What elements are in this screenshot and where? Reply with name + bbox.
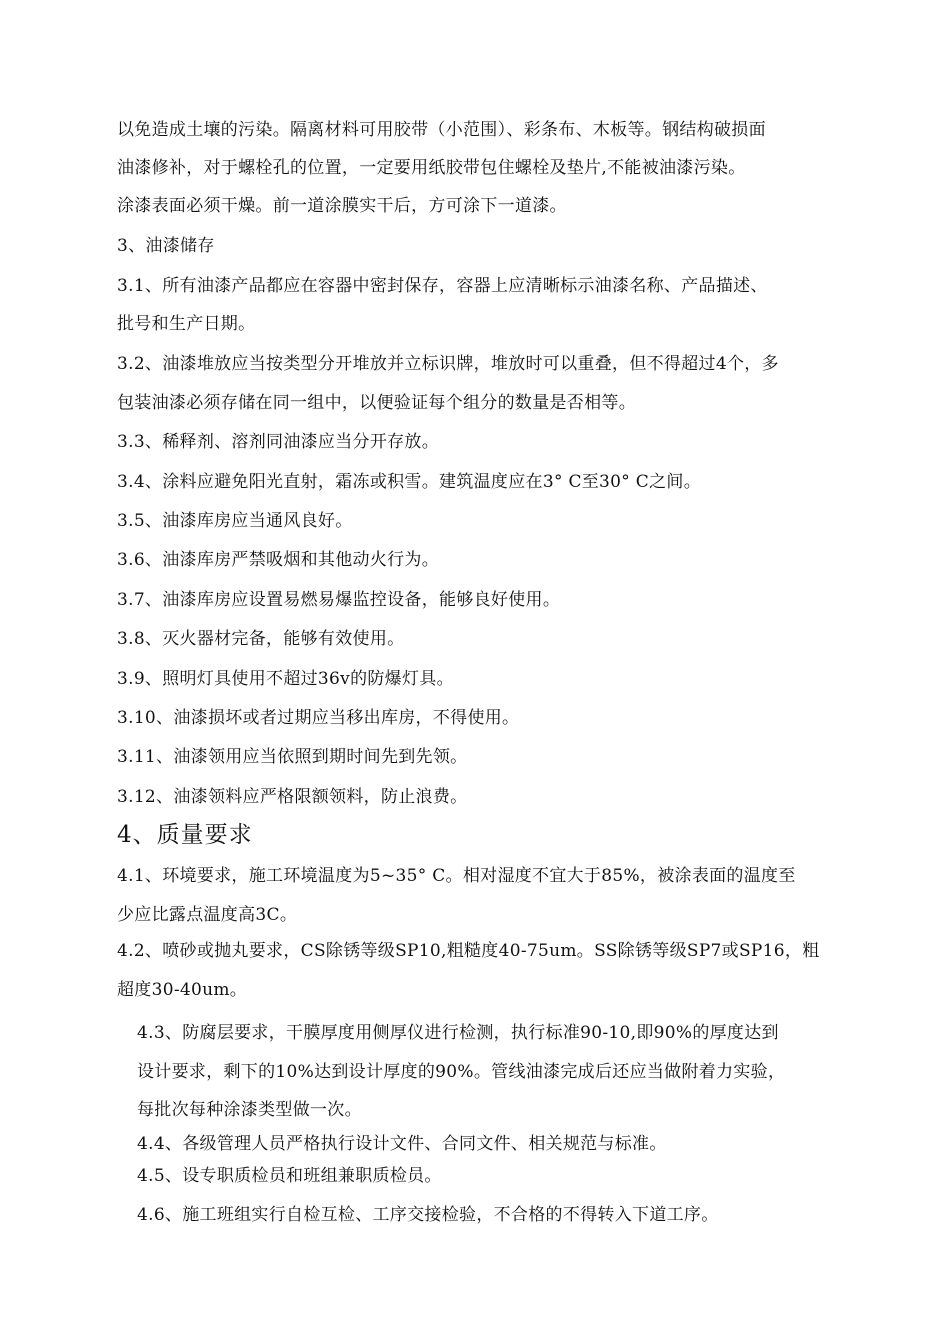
text-line: 4.3、防腐层要求，干膜厚度用侧厚仪进行检测，执行标准90-10,即90%的厚度达到 bbox=[137, 1023, 779, 1043]
text-line: 超度30-40um。 bbox=[117, 980, 248, 1000]
text-line: 油漆修补，对于螺栓孔的位置，一定要用纸胶带包住螺栓及垫片,不能被油漆污染。 bbox=[117, 158, 746, 178]
text-line: 3.8、灭火器材完备，能够有效使用。 bbox=[117, 629, 405, 649]
text-line: 3.9、照明灯具使用不超过36v的防爆灯具。 bbox=[117, 669, 454, 689]
section-heading-4: 4、质量要求 bbox=[117, 822, 253, 848]
text-line: 少应比露点温度高3C。 bbox=[117, 905, 298, 925]
text-line: 3.4、涂料应避免阳光直射，霜冻或积雪。建筑温度应在3° C至30° C之间。 bbox=[117, 472, 702, 492]
text-line: 3.3、稀释剂、溶剂同油漆应当分开存放。 bbox=[117, 432, 440, 452]
text-line: 3.10、油漆损坏或者过期应当移出库房，不得使用。 bbox=[117, 708, 520, 728]
text-line: 每批次每种涂漆类型做一次。 bbox=[137, 1100, 362, 1120]
text-line: 3.7、油漆库房应设置易燃易爆监控设备，能够良好使用。 bbox=[117, 590, 561, 610]
text-line: 4.2、喷砂或抛丸要求，CS除锈等级SP10,粗糙度40-75um。SS除锈等级SP7或SP16，粗 bbox=[117, 941, 820, 961]
text-line: 以免造成土壤的污染。隔离材料可用胶带（小范围）、彩条布、木板等。钢结构破损面 bbox=[117, 120, 766, 140]
text-line: 3.5、油漆库房应当通风良好。 bbox=[117, 511, 353, 531]
text-line: 4.4、各级管理人员严格执行设计文件、合同文件、相关规范与标准。 bbox=[137, 1134, 667, 1154]
text-line: 3.2、油漆堆放应当按类型分开堆放并立标识牌，堆放时可以重叠，但不得超过4个，多 bbox=[117, 354, 779, 374]
text-line: 4.1、环境要求，施工环境温度为5~35° C。相对湿度不宜大于85%，被涂表面的温度至 bbox=[117, 866, 796, 886]
text-line: 4.5、设专职质检员和班组兼职质检员。 bbox=[137, 1166, 442, 1186]
text-line: 4.6、施工班组实行自检互检、工序交接检验，不合格的不得转入下道工序。 bbox=[137, 1205, 719, 1225]
text-line: 涂漆表面必须干燥。前一道涂膜实干后，方可涂下一道漆。 bbox=[117, 196, 567, 216]
text-line: 包装油漆必须存储在同一组中，以便验证每个组分的数量是否相等。 bbox=[117, 393, 636, 413]
text-line: 3.11、油漆领用应当依照到期时间先到先领。 bbox=[117, 747, 468, 767]
text-line: 批号和生产日期。 bbox=[117, 314, 256, 334]
text-line: 3.1、所有油漆产品都应在容器中密封保存，容器上应清晰标示油漆名称、产品描述、 bbox=[117, 276, 768, 296]
text-line: 设计要求，剩下的10%达到设计厚度的90%。管线油漆完成后还应当做附着力实验， bbox=[137, 1062, 786, 1082]
text-line: 3.6、油漆库房严禁吸烟和其他动火行为。 bbox=[117, 550, 440, 570]
text-line: 3.12、油漆领料应严格限额领料，防止浪费。 bbox=[117, 787, 468, 807]
section-heading-3: 3、油漆储存 bbox=[117, 236, 215, 256]
